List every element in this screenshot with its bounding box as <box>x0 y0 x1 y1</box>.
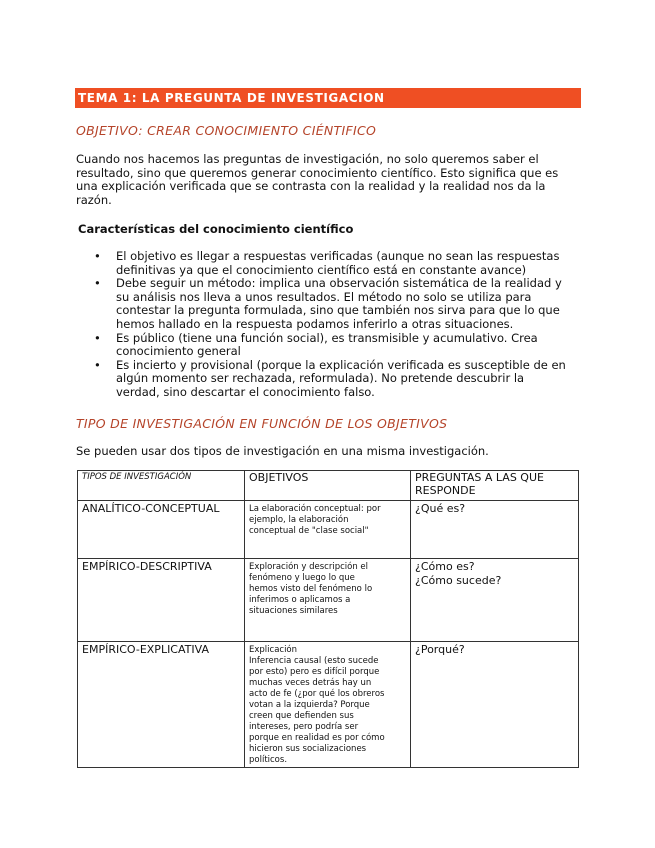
bullet-icon: • <box>94 330 101 345</box>
objective-line: conceptual de "clase social" <box>249 526 369 536</box>
header-types: TIPOS DE INVESTIGACIÓN <box>78 471 245 501</box>
type-cell: ANALÍTICO-CONCEPTUAL <box>78 501 245 559</box>
question-cell <box>411 501 579 559</box>
intro-line: razón. <box>76 192 112 207</box>
list-item <box>94 277 582 331</box>
objective-cell <box>245 642 411 768</box>
intro-line: resultado, sino que queremos generar conocimiento científico. Esto significa que es <box>76 165 559 180</box>
item-line: contestar la pregunta formulada, sino que también nos sirva para que lo que <box>116 303 560 318</box>
objective-cell <box>245 559 411 642</box>
item-line: su análisis nos lleva a unos resultados. El método no solo se utiliza para <box>116 289 532 304</box>
intro-paragraph <box>76 153 576 207</box>
objective-line: intereses, pero podría ser <box>249 722 359 732</box>
objective-heading: OBJETIVO: CREAR CONOCIMIENTO CIÉNTIFICO <box>76 123 377 138</box>
topic-title: TEMA 1: LA PREGUNTA DE INVESTIGACION <box>78 91 385 105</box>
objective-line: creen que defienden sus <box>249 711 354 721</box>
item-line: conocimiento general <box>116 344 241 359</box>
objective-line: ejemplo, la elaboración <box>249 515 349 525</box>
objective-cell <box>245 501 411 559</box>
intro-line: Cuando nos hacemos las preguntas de investigación, no solo queremos saber el <box>76 152 539 166</box>
question-line: ¿Cómo sucede? <box>415 574 502 587</box>
type-cell: EMPÍRICO-EXPLICATIVA <box>78 642 245 768</box>
intro-line: una explicación verificada que se contrasta con la realidad y la realidad nos da la <box>76 179 546 194</box>
question-cell <box>411 559 579 642</box>
table-header-row <box>78 471 579 501</box>
objective-line: Inferencia causal (esto sucede <box>249 656 379 666</box>
bullet-icon: • <box>94 249 101 263</box>
objective-line: muchas veces detrás hay un <box>249 678 372 688</box>
item-line: El objetivo es llegar a respuestas verificadas (aunque no sean las respuestas <box>116 249 560 263</box>
question-line: ¿Qué es? <box>415 502 466 515</box>
item-line: verdad, sino descartar el conocimiento falso. <box>116 384 375 399</box>
item-line: Es público (tiene una función social), es transmisible y acumulativo. Crea <box>116 330 538 345</box>
objective-line: votan a la izquierda? Porque <box>249 700 370 710</box>
objective-line: acto de fe (¿por qué los obreros <box>249 689 385 699</box>
type-cell: EMPÍRICO-DESCRIPTIVA <box>78 559 245 642</box>
objective-line: porque en realidad es por cómo <box>249 733 385 743</box>
list-item <box>94 250 582 277</box>
item-line: hemos hallado en la respuesta podamos inferirlo a otras situaciones. <box>116 316 514 331</box>
objective-line: Explicación <box>249 645 298 655</box>
research-types-table <box>77 470 579 768</box>
bullet-icon: • <box>94 357 101 372</box>
types-heading: TIPO DE INVESTIGACIÓN EN FUNCIÓN DE LOS OBJETIVOS <box>76 416 448 431</box>
list-item <box>94 359 582 400</box>
question-line: ¿Porqué? <box>415 643 465 656</box>
table-row <box>78 559 579 642</box>
bullet-icon: • <box>94 276 101 291</box>
list-item <box>94 332 582 359</box>
objective-line: Exploración y descripción el <box>249 562 369 572</box>
item-line: algún momento ser rechazada, reformulada). No pretende descubrir la <box>116 371 525 386</box>
header-questions: PREGUNTAS A LAS QUE RESPONDE <box>411 471 579 501</box>
objective-line: situaciones similares <box>249 606 338 616</box>
objective-line: hicieron sus socializaciones <box>249 744 367 754</box>
objective-line: por esto) pero es difícil porque <box>249 667 380 677</box>
header-objectives: OBJETIVOS <box>245 471 411 501</box>
objective-line: inferimos o aplicamos a <box>249 595 351 605</box>
characteristics-list <box>94 250 582 400</box>
item-line: definitivas ya que el conocimiento científico está en constante avance) <box>116 262 527 277</box>
table-row <box>78 642 579 768</box>
item-line: Debe seguir un método: implica una observación sistemática de la realidad y <box>116 276 562 291</box>
objective-line: hemos visto del fenómeno lo <box>249 584 373 594</box>
types-intro: Se pueden usar dos tipos de investigación en una misma investigación. <box>76 444 489 458</box>
topic-banner <box>75 88 581 108</box>
objective-line: La elaboración conceptual: por <box>249 504 381 514</box>
characteristics-heading: Características del conocimiento científico <box>78 222 354 236</box>
question-line: ¿Cómo es? <box>415 560 475 573</box>
objective-line: políticos. <box>249 755 288 765</box>
objective-line: fenómeno y luego lo que <box>249 573 355 583</box>
item-line: Es incierto y provisional (porque la explicación verificada es susceptible de en <box>116 357 566 372</box>
table-row <box>78 501 579 559</box>
question-cell <box>411 642 579 768</box>
